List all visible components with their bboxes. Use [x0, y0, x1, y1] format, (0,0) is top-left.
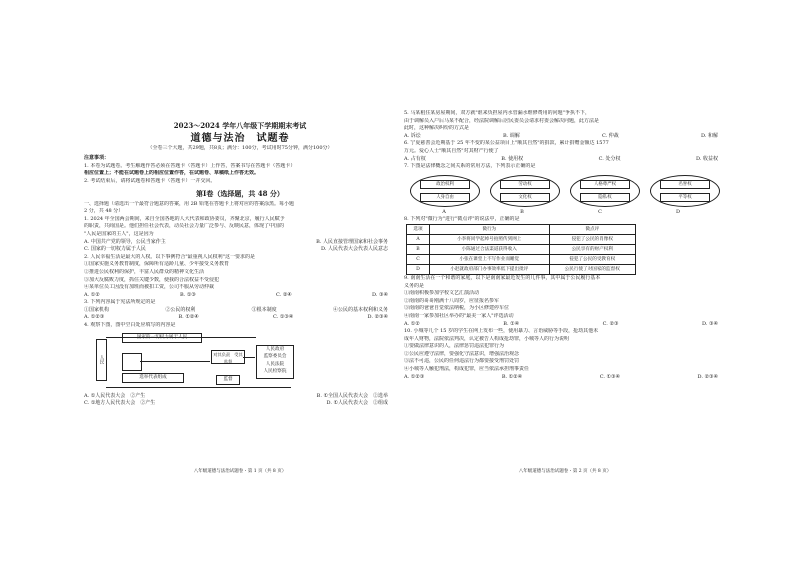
power-structure-diagram [96, 333, 296, 391]
option: ②公民的权利 [165, 306, 196, 313]
page-footer: 八年级道德与法治试题卷・第 2 页（共 8 页） [518, 469, 612, 475]
diagram-people-box: 人民 [96, 339, 107, 381]
question-text: ③南南的爸爸自觉依法纳税，为小区修建停车位 [404, 305, 510, 312]
left-page [84, 88, 396, 476]
question-text: 2. 人民幸福生活是最大的人权。以下事例符合"最重视人民权利"这一要求的是 [84, 253, 255, 260]
diagram-middle-box: 对其负责 受其监督 [211, 350, 245, 364]
option-row [84, 292, 396, 300]
option: D. ③④ [701, 320, 718, 327]
section-intro: 一、选择题（请选出一个最符合题意的答案，用 2B 铅笔在答题卡上将对应的答案涂黑。每小题 [84, 200, 295, 207]
page-footer: 八年级道德与法治试题卷・第 1 页（共 8 页） [193, 469, 287, 475]
question-text: ②推进公民权利的保护，丰富人民群众的精神文化生活 [84, 268, 205, 275]
table-cell: D [407, 264, 430, 274]
oval-diagram [410, 175, 480, 207]
question-text: ③法不可违，公民的任何违法行为都要接受刑罚处罚 [404, 358, 520, 365]
oval-term: 文化权 [500, 193, 550, 202]
option: B. 使用权 [501, 155, 524, 162]
option: A. 占有权 [404, 155, 426, 162]
question-text: "人民是国家的主人"，这是因为 [84, 230, 154, 237]
option: A. ①② [84, 291, 100, 298]
table-row [407, 264, 636, 274]
question-text: ④某单位员工因没有加班而被扣工资，公司不服从劳动仲裁 [84, 284, 215, 291]
question-text: ①要做法律意识的人，法律惩罚违法犯罪行为 [404, 343, 505, 350]
table-cell: 小张在课堂上不写作业而睡觉 [430, 254, 550, 264]
option: A. ①②③ [404, 373, 425, 380]
oval-term: 人身自由 [420, 193, 470, 202]
oval-term: 隐私权 [580, 193, 630, 202]
exam-title: 2023～2024 学年八年级下学期期末考试 [173, 121, 307, 130]
question-text: 3. 下列内容属于宪法所规定的是 [84, 299, 156, 306]
oval-term: 政治权利 [420, 180, 470, 189]
section-title: 第Ⅰ卷（选择题，共 48 分） [196, 188, 284, 198]
option-row [404, 321, 726, 329]
diagram-arrow [140, 361, 210, 362]
table-cell: 侵犯了公民的受教育权 [549, 254, 636, 264]
option: A. 诉讼 [404, 132, 421, 139]
subject-title: 道德与法治 试题卷 [190, 132, 290, 144]
question-text: 1. 2024 年全国两会期间，来自全国各地的人大代表和政协委员，齐聚北京，履行人民赋予 [84, 215, 285, 222]
diagram-top-box [122, 333, 202, 343]
option-row [84, 400, 396, 408]
option: ③根本制度 [251, 306, 277, 313]
question-text: 由于调解员入户后马某不配合，经法院调解后居民委员会请求村委会解决问题，此方法是 [404, 117, 600, 124]
option-row [404, 133, 726, 141]
diagram-right-box [256, 345, 294, 379]
option-row [404, 156, 726, 164]
diagram-supervise-box: 监督 [216, 375, 240, 385]
table-cell: 侵犯了公民的肖像权 [549, 234, 636, 244]
option: B. ①②④ [501, 373, 523, 380]
option: C. 仲裁 [601, 132, 619, 139]
question-text: 此时，这种解决纠纷的方式是 [404, 125, 470, 132]
option: C. ②③ [602, 320, 619, 327]
oval-diagram [570, 175, 640, 207]
table-header: 微点评 [549, 224, 636, 234]
notice-line: 1. 本卷为试题卷。考生解题作答必须在答题卡（答题卡）上作答，答案书写在答题卡（答题卡） [84, 162, 296, 169]
option: D. ①人民代表大会 ②组成 [326, 400, 388, 407]
diagram-election-box: 选举代表组成 [122, 373, 184, 383]
question-text: ①国家实施义务教育制度，保障所有适龄儿童、少年接受义务教育 [84, 261, 230, 268]
section-intro: 2 分，共 48 分） [84, 208, 124, 215]
question-text: 成年人财物，法院依法判决，认定被告人构成抢劫罪，小城等人的行为说明 [404, 335, 570, 342]
option: D. ②③④ [697, 373, 718, 380]
option: B. ①②④ [178, 314, 199, 321]
table-cell: C [407, 254, 430, 264]
option: A. 中国共产党的领导，公民当家作主 [84, 238, 166, 245]
option-row [84, 314, 396, 322]
table-cell: 公民享有的财产权利 [549, 244, 636, 254]
oval-label: D [675, 208, 680, 215]
question-text: 6. 宁夏慈善会近期基于 25 年不变的某公益项目上"顺其自然"的捐款，累计捐赠金额达 1577 [404, 140, 609, 147]
diagram-arrow [243, 357, 255, 358]
table-cell: 小李将同学起绰号拍照传到网上 [430, 234, 550, 244]
table-header: 微行为 [430, 224, 550, 234]
oval-diagrams [410, 175, 726, 207]
option: C. ①地方人民代表大会 ②产生 [84, 400, 156, 407]
option: B. ①④ [503, 320, 520, 327]
diagram-right-item: 人民检察院 [263, 369, 287, 375]
option: D. ②③④ [367, 314, 388, 321]
option-row [84, 239, 396, 247]
oval-label: A [442, 208, 446, 215]
diagram-blank-1 [122, 353, 142, 371]
question-text: ②公民应遵守法律，要强化守法意识，增强法治观念 [404, 350, 520, 357]
oval-term: 名誉权 [660, 180, 710, 189]
option: D. 和解 [700, 132, 718, 139]
question-text: 4. 观察下图，图中空白处应填写的内容是 [84, 322, 176, 329]
option: C. ①③④ [273, 314, 294, 321]
oval-label: C [598, 208, 602, 215]
table-row [407, 254, 636, 264]
question-text: 8. 下列对"微行为"进行"微点评"的说法中，正确的是 [404, 216, 520, 223]
question-text: 10. 小城等几个 15 岁的学生在网上发布一些，使用暴力、言语威胁等手段，抢劫其他未 [404, 328, 599, 335]
question-text: ①南南积极参加学校文艺汇演活动 [404, 290, 480, 297]
table-cell: B [407, 244, 430, 254]
option: B. ①③ [179, 291, 196, 298]
option: C. ②④ [276, 291, 292, 298]
option: B. 调解 [502, 132, 520, 139]
option: ①国家机构 [84, 306, 110, 313]
option: D. 人民代表大会代表人民意志 [320, 246, 388, 253]
option: C. 处分权 [598, 155, 621, 162]
option: D. ③④ [372, 291, 388, 298]
oval-term: 平等权 [660, 193, 710, 202]
option-row [404, 374, 726, 382]
question-text: 7. 下图是法律概念之间关系的常用方法，下列表示正确的是 [404, 163, 536, 170]
oval-labels [410, 209, 726, 217]
table-cell: 公民行使了对国家的监督权 [549, 264, 636, 274]
table-header: 选项 [407, 224, 430, 234]
question-text: 的职责，共商国是。他们担任社会代表，动员社会力量广泛参与、反映民意，体现了中国的 [84, 223, 285, 230]
oval-term: 劳动权 [500, 180, 550, 189]
question-text: ②南南的哥哥刚满十八周岁，应征报名参军 [404, 297, 500, 304]
option: D. 收益权 [695, 155, 718, 162]
question-text: ④小城等人触犯刑法，构成犯罪，应当依法承担刑事责任 [404, 366, 530, 373]
diagram-arrow [106, 387, 291, 388]
table-cell: A [407, 234, 430, 244]
table-header-row [407, 224, 636, 234]
option: B. 人民直接管理国家和社会事务 [316, 238, 388, 245]
oval-diagram [490, 175, 560, 207]
notice-title: 注意事项： [84, 155, 110, 162]
option: A. ①② [404, 320, 420, 327]
diagram-right-item: 监察委员会 [263, 354, 287, 360]
table-cell: 小陈通过合法渠道获得收入 [430, 244, 550, 254]
table-cell: 小赵就政府部门办事效率低下提出批评 [430, 264, 550, 274]
option-row [84, 307, 396, 315]
option: B. ①全国人民代表大会 ②选举 [316, 392, 388, 399]
question-text: 5. 马某租住某房屋期间，双方就"谁来负担屋内水管漏水维修费用的问题"争执不下， [404, 110, 590, 116]
option: C. ①③④ [599, 373, 620, 380]
option: ④公民的基本权利和义务 [332, 306, 388, 313]
question-text: ④南南一家参加社区举办的"最美一家人"评选活动 [404, 312, 514, 319]
question-text: 万元。爱心人士"顺其自然"对其财产行使了 [404, 147, 499, 154]
oval-term: 人格尊严权 [580, 180, 630, 189]
option: C. 国家的一切权力属于人民 [84, 246, 146, 253]
option-row [84, 246, 396, 254]
question-text: ③加大反腐败力度，抓住关键少数，使我的合法权益不受侵犯 [84, 276, 220, 283]
oval-diagram [650, 175, 720, 207]
notice-line: 相应位置上；不能在试题卷上的相应位置作答，在试题卷、草稿纸上作答无效。 [84, 170, 260, 177]
right-page [404, 88, 726, 476]
table-row [407, 234, 636, 244]
option: A. ①人民代表大会 ②产生 [84, 392, 146, 399]
exam-meta: （全卷三个大题，共29题，共8页；满分：100分，考试用时75分钟，满分100分） [147, 144, 333, 151]
notice-line: 2. 考试结束后，请将试题卷和答题卡（答题卡）一并交回。 [84, 177, 216, 184]
oval-label: B [520, 208, 524, 215]
diagram-right-item: 人民法院 [265, 361, 285, 367]
question-text: 9. 南南生活在一个和谐的家庭，以下是南南家最近发生的几件事，其中属于公民履行基本 [404, 274, 601, 281]
question-text: 义务的是 [404, 282, 425, 289]
diagram-arrow [106, 337, 256, 338]
option: A. ①②③ [84, 314, 105, 321]
comment-table [406, 224, 636, 275]
diagram-right-item: 人民政府 [265, 346, 285, 352]
table-row [407, 244, 636, 254]
